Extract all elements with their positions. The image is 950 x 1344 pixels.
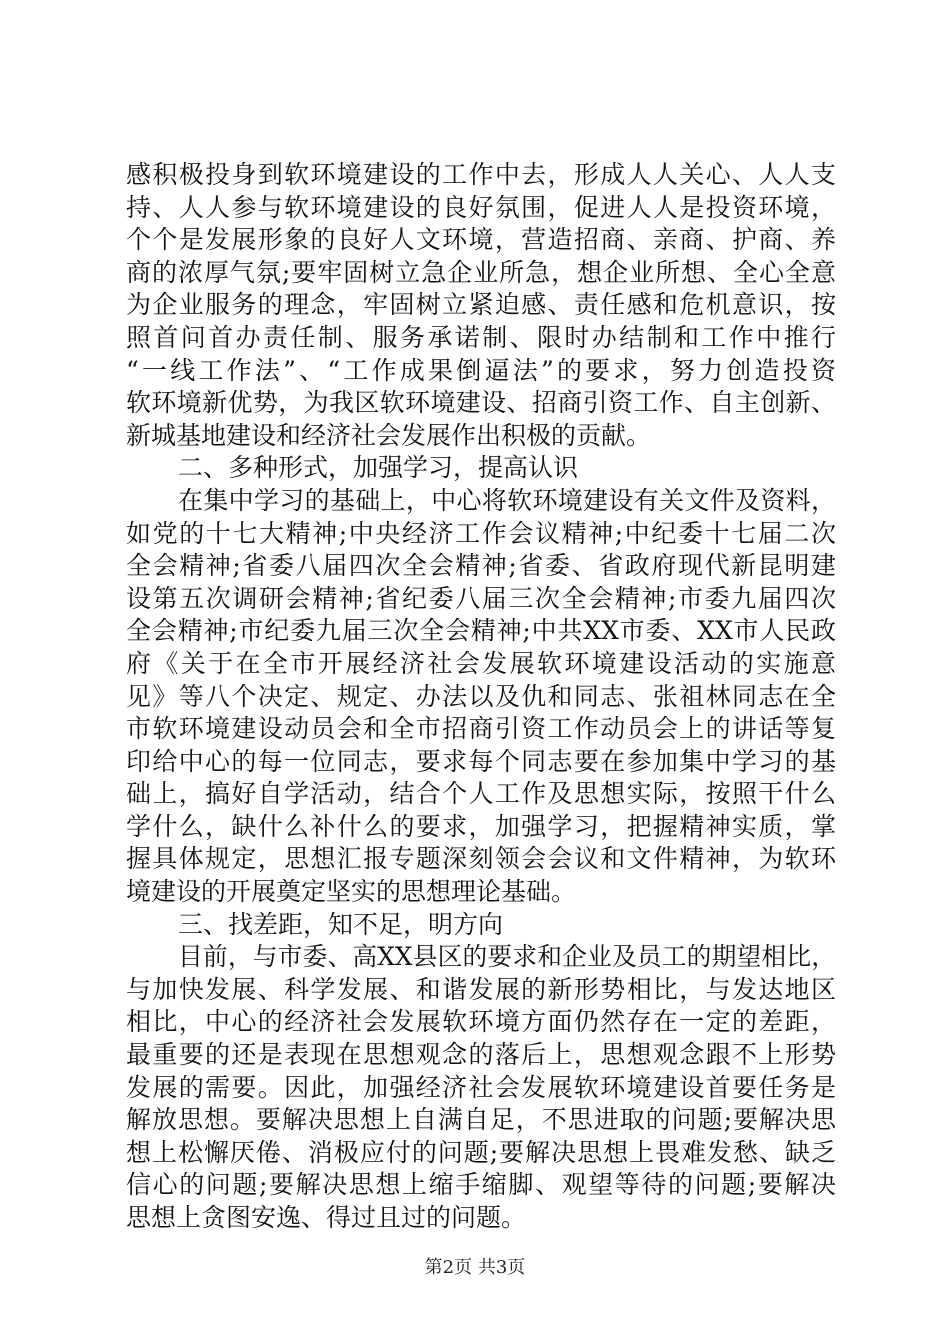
text-line: 见》等八个决定、规定、办法以及仇和同志、张祖林同志在全 xyxy=(126,681,836,711)
text-line: 解放思想。要解决思想上自满自足，不思进取的问题;要解决思 xyxy=(126,1105,836,1135)
text-line: 全会精神;市纪委九届三次全会精神;中共XX市委、XX市人民政 xyxy=(126,616,836,646)
text-line: 境建设的开展奠定坚实的思想理论基础。 xyxy=(126,877,577,907)
text-line: 发展的需要。因此，加强经济社会发展软环境建设首要任务是 xyxy=(126,1072,836,1102)
document-body xyxy=(126,159,836,1235)
text-line: 如党的十七大精神;中央经济工作会议精神;中纪委十七届二次 xyxy=(126,518,836,548)
text-line: 府《关于在全市开展经济社会发展软环境建设活动的实施意 xyxy=(126,648,836,678)
text-line: 相比，中心的经济社会发展软环境方面仍然存在一定的差距， xyxy=(126,1007,836,1037)
text-line: 与加快发展、科学发展、和谐发展的新形势相比，与发达地区 xyxy=(126,974,836,1004)
text-line: 思想上贪图安逸、得过且过的问题。 xyxy=(126,1203,527,1232)
text-line: 信心的问题;要解决思想上缩手缩脚、观望等待的问题;要解决 xyxy=(126,1170,836,1200)
text-line: 个个是发展形象的良好人文环境，营造招商、亲商、护商、养 xyxy=(126,225,836,255)
text-line: “一线工作法”、“工作成果倒逼法”的要求，努力创造投资 xyxy=(126,355,836,385)
text-line: 商的浓厚气氛;要牢固树立急企业所急，想企业所想、全心全意 xyxy=(126,257,836,287)
text-line: 软环境新优势，为我区软环境建设、招商引资工作、自主创新、 xyxy=(126,388,836,418)
section-heading: 三、找差距，知不足，明方向 xyxy=(178,909,504,939)
text-line: 全会精神;省委八届四次全会精神;省委、省政府现代新昆明建 xyxy=(126,551,836,581)
text-line: 在集中学习的基础上，中心将软环境建设有关文件及资料， xyxy=(178,485,836,515)
text-line: 印给中心的每一位同志，要求每个同志要在参加集中学习的基 xyxy=(126,746,836,776)
text-line: 学什么，缺什么补什么的要求，加强学习，把握精神实质，掌 xyxy=(126,811,836,841)
text-line: 握具体规定，思想汇报专题深刻领会会议和文件精神，为软环 xyxy=(126,844,836,874)
text-line: 感积极投身到软环境建设的工作中去，形成人人关心、人人支 xyxy=(126,160,836,189)
text-line: 最重要的还是表现在思想观念的落后上，思想观念跟不上形势 xyxy=(126,1040,836,1070)
section-heading: 二、多种形式，加强学习，提高认识 xyxy=(178,453,579,483)
text-line: 持、人人参与软环境建设的良好氛围，促进人人是投资环境， xyxy=(126,192,836,222)
text-line: 想上松懈厌倦、消极应付的问题;要解决思想上畏难发愁、缺乏 xyxy=(126,1137,836,1167)
text-line: 设第五次调研会精神;省纪委八届三次全会精神;市委九届四次 xyxy=(126,583,836,613)
page-footer: 第2页 共3页 xyxy=(424,1257,526,1278)
text-line: 新城基地建设和经济社会发展作出积极的贡献。 xyxy=(126,420,652,450)
text-line: 为企业服务的理念，牢固树立紧迫感、责任感和危机意识，按 xyxy=(126,290,836,320)
text-line: 目前，与市委、高XX县区的要求和企业及员工的期望相比， xyxy=(178,942,836,972)
text-line: 础上，搞好自学活动，结合个人工作及思想实际，按照干什么 xyxy=(126,779,836,809)
text-line: 市软环境建设动员会和全市招商引资工作动员会上的讲话等复 xyxy=(126,714,836,744)
text-line: 照首问首办责任制、服务承诺制、限时办结制和工作中推行 xyxy=(126,322,836,352)
